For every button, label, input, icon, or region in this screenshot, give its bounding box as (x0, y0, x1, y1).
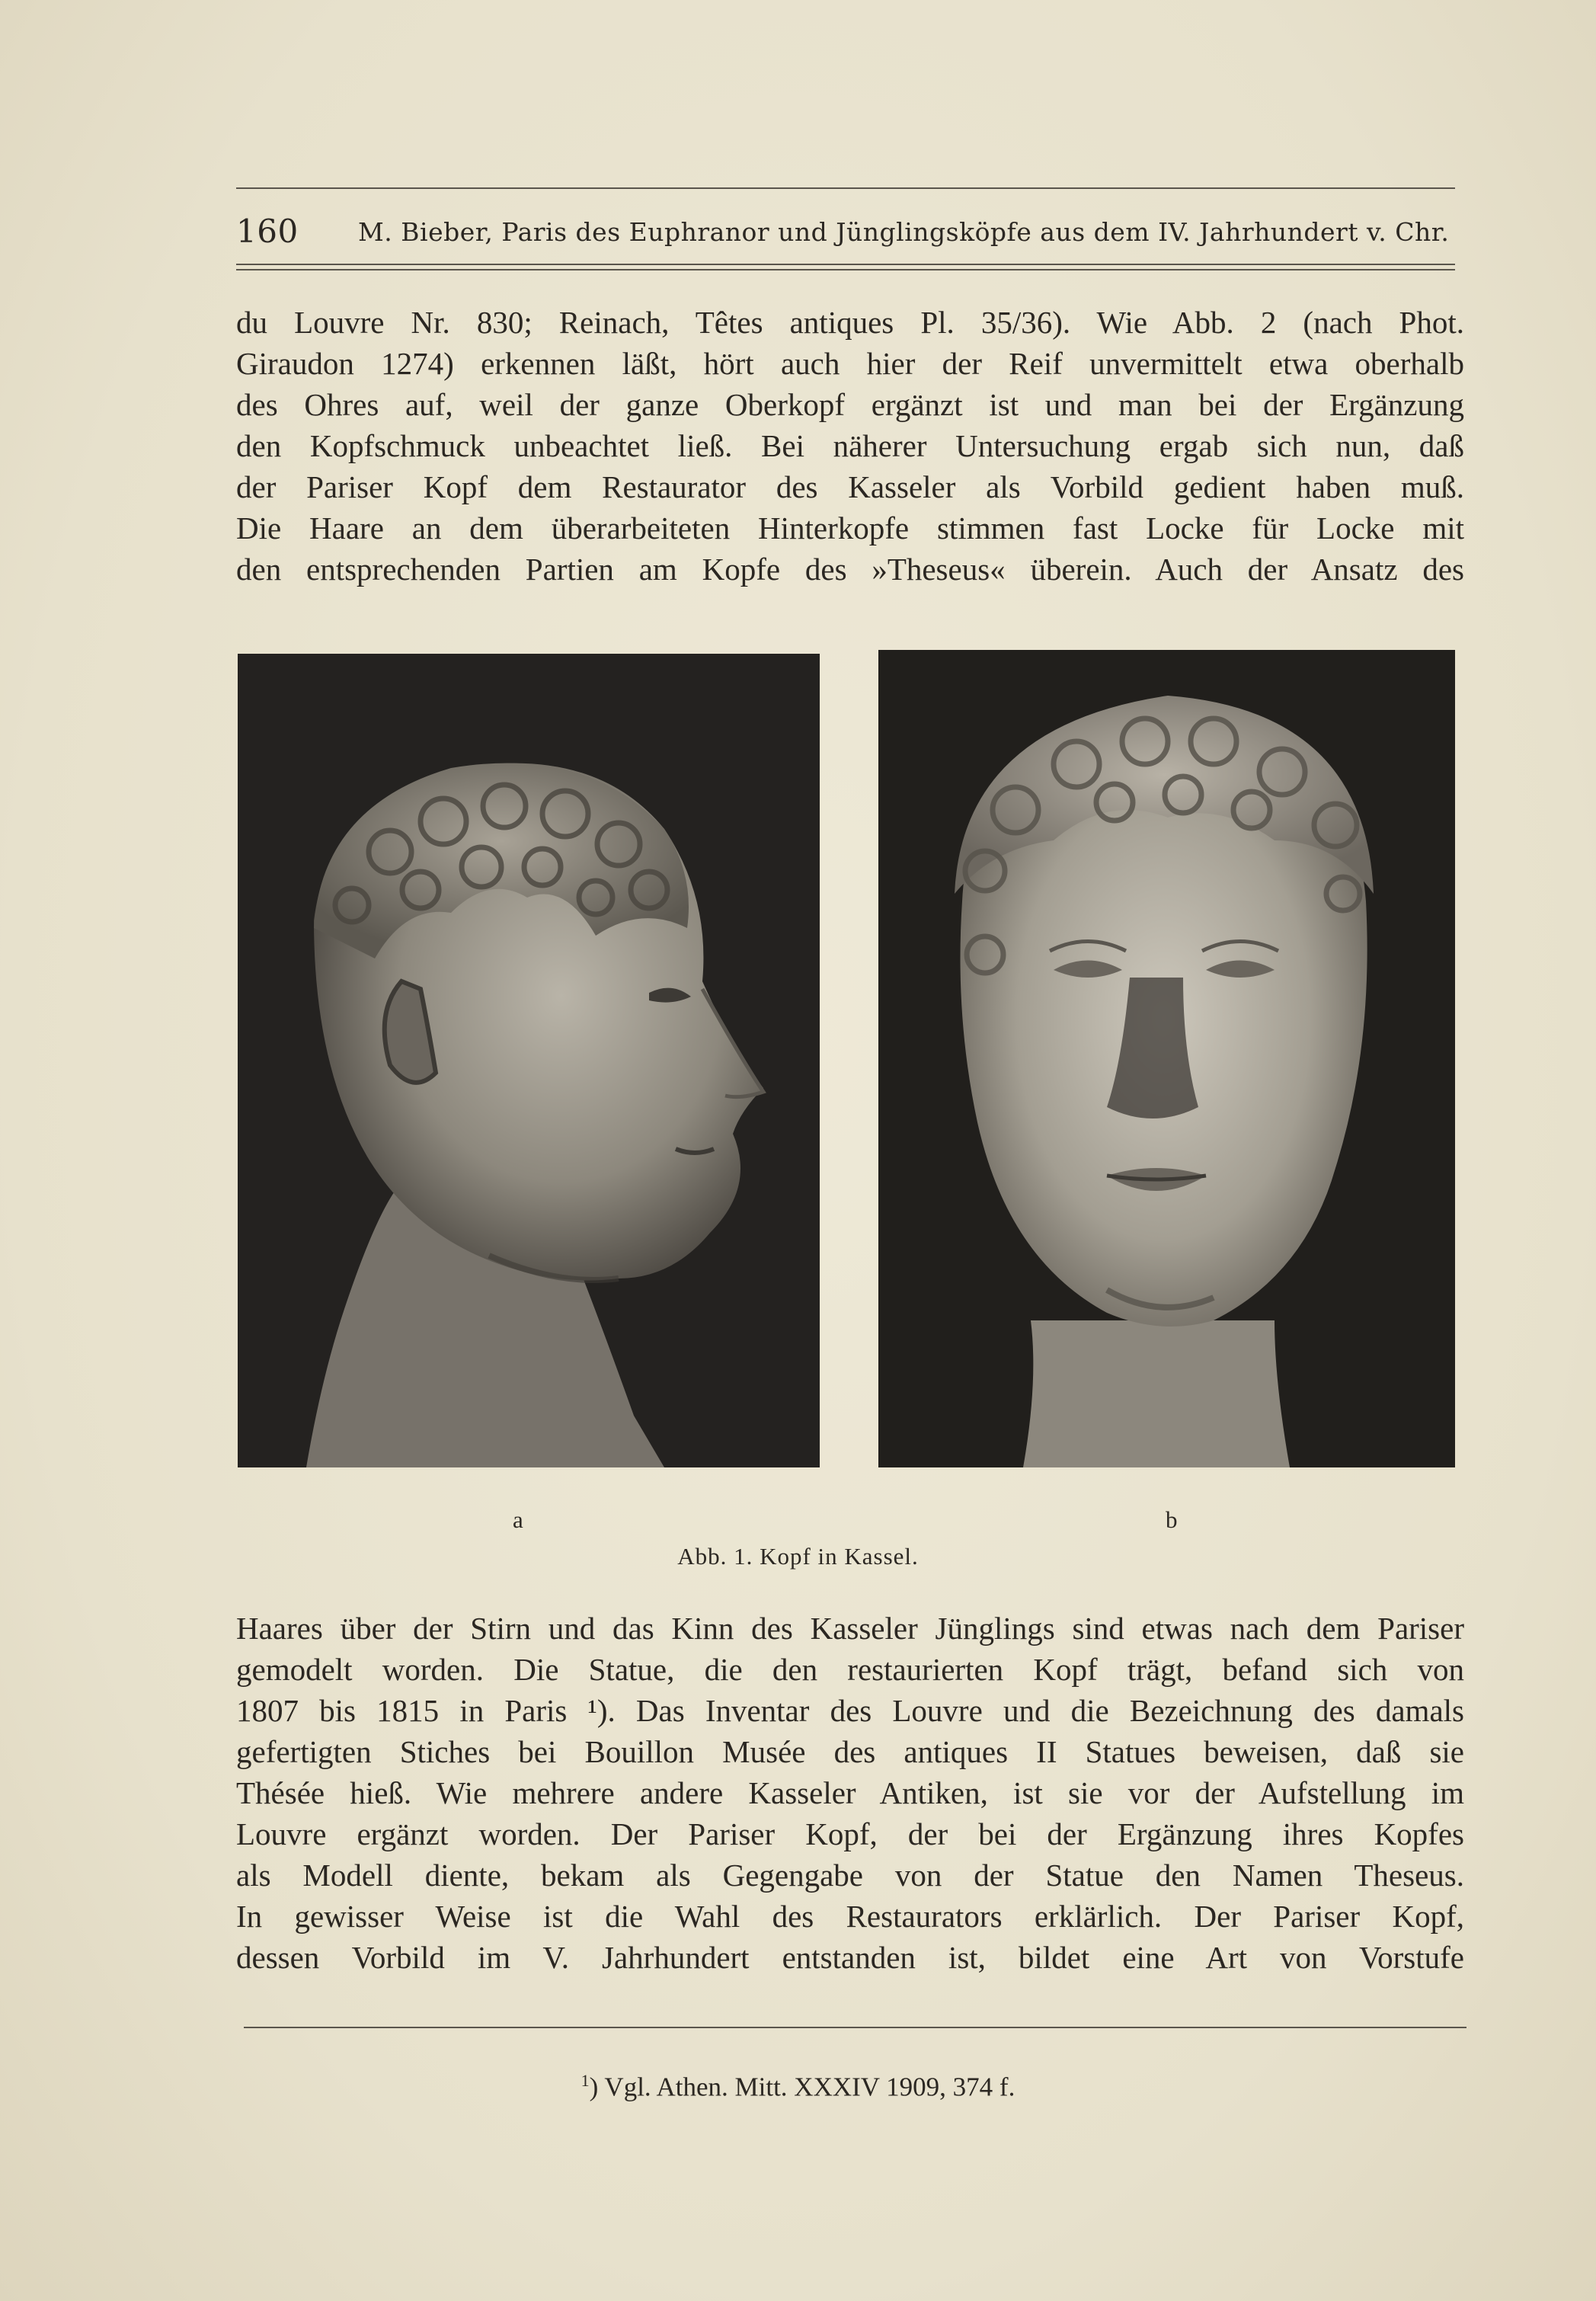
text-line: gemodelt worden. Die Statue, die den restaurierten Kopf trägt, befand sich von (236, 1652, 1464, 1687)
text-line: Thésée hieß. Wie mehrere andere Kasseler Antiken, ist sie vor der Aufstellung im (236, 1775, 1464, 1810)
text-line: gefertigten Stiches bei Bouillon Musée des antiques II Statues beweisen, daß sie (236, 1734, 1464, 1769)
figure-label-b: b (1166, 1506, 1178, 1533)
header-rule-bottom-2 (236, 269, 1455, 270)
text-line: In gewisser Weise ist die Wahl des Restaurators erklärlich. Der Pariser Kopf, (236, 1899, 1464, 1934)
text-line: des Ohres auf, weil der ganze Oberkopf ergänzt ist und man bei der Ergänzung (236, 387, 1464, 422)
text-line: 1807 bis 1815 in Paris ¹). Das Inventar des Louvre und die Bezeichnung des damals (236, 1693, 1464, 1728)
text-line: Giraudon 1274) erkennen läßt, hört auch hier der Reif unvermittelt etwa oberhalb (236, 346, 1464, 381)
text-line: den Kopfschmuck unbeachtet ließ. Bei näherer Untersuchung ergab sich nun, daß (236, 428, 1464, 463)
text-line: du Louvre Nr. 830; Reinach, Têtes antiques Pl. 35/36). Wie Abb. 2 (nach Phot. (236, 305, 1464, 340)
footnote-rule (244, 2027, 1466, 2028)
paragraph-top (236, 302, 1464, 590)
header-rule-bottom-1 (236, 264, 1455, 265)
footnote-text: ) Vgl. Athen. Mitt. XXXIV 1909, 374 f. (589, 2072, 1015, 2102)
text-line: Louvre ergänzt worden. Der Pariser Kopf, der bei der Ergänzung ihres Kopfes (236, 1816, 1464, 1851)
running-header (236, 213, 1455, 250)
text-line: den entsprechenden Partien am Kopfe des »Theseus« überein. Auch der Ansatz des (236, 552, 1464, 587)
text-line: Die Haare an dem überarbeiteten Hinterkopfe stimmen fast Locke für Locke mit (236, 510, 1464, 546)
text-line: dessen Vorbild im V. Jahrhundert entstanden ist, bildet eine Art von Vorstufe (236, 1940, 1464, 1975)
page-number: 160 (236, 213, 299, 250)
figure-b-photo (878, 650, 1455, 1467)
footnote (0, 2071, 1596, 2103)
figure-label-a: a (513, 1506, 523, 1533)
footnote-marker: 1 (581, 2071, 590, 2090)
figure-a-photo (238, 654, 820, 1467)
text-line: der Pariser Kopf dem Restaurator des Kasseler als Vorbild gedient haben muß. (236, 469, 1464, 504)
figure-caption: Abb. 1. Kopf in Kassel. (677, 1543, 919, 1570)
text-line: als Modell diente, bekam als Gegengabe von der Statue den Namen Theseus. (236, 1858, 1464, 1893)
paragraph-bottom (236, 1608, 1464, 1978)
text-line: Haares über der Stirn und das Kinn des Kasseler Jünglings sind etwas nach dem Pariser (236, 1611, 1464, 1646)
running-title: M. Bieber, Paris des Euphranor und Jünglingsköpfe aus dem IV. Jahrhundert v. Chr. (358, 217, 1450, 247)
header-rule-top (236, 187, 1455, 189)
